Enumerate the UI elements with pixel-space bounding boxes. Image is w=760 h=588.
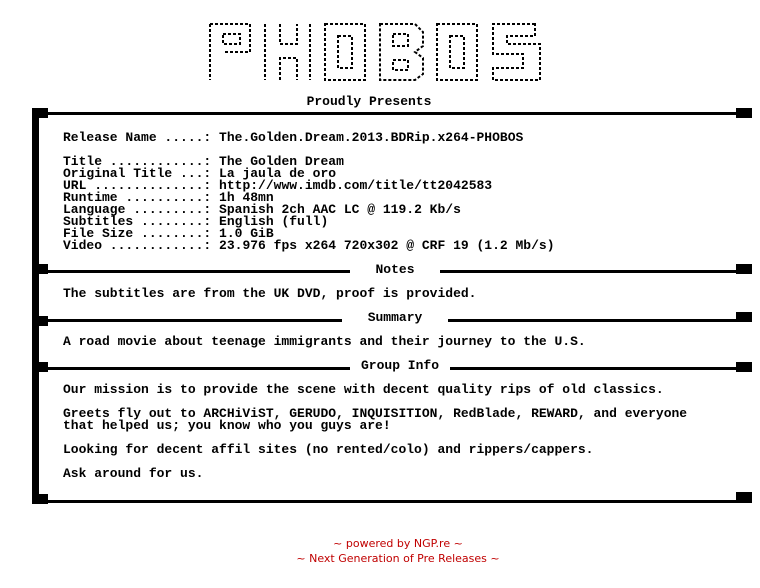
summary-sep-right <box>448 319 752 322</box>
info-label: File Size ........: <box>63 226 212 241</box>
summary-sep-right-sq <box>736 312 752 322</box>
info-label: Title ............: <box>63 154 212 169</box>
info-value: 1h 48mn <box>219 190 274 205</box>
info-row <box>63 240 555 252</box>
notes-title: Notes <box>375 262 415 277</box>
info-value: 1.0 GiB <box>219 226 274 241</box>
info-label: Language .........: <box>63 202 212 217</box>
info-label: Video ............: <box>63 238 212 253</box>
group-sep-right-sq <box>736 362 752 372</box>
group-line: Greets fly out to ARCHiViST, GERUDO, INQUISITION, RedBlade, REWARD, and everyone <box>63 406 688 421</box>
notes-sep-right-sq <box>736 264 752 274</box>
info-value: http://www.imdb.com/title/tt2042583 <box>219 178 493 193</box>
group-line: that helped us; you know who you guys are! <box>63 418 391 433</box>
proudly-presents: Proudly Presents <box>306 94 432 109</box>
group-sep-left <box>32 367 350 370</box>
summary-text: A road movie about teenage immigrants and their journey to the U.S. <box>63 334 586 349</box>
notes-sep-right <box>440 270 752 273</box>
info-value: 23.976 fps x264 720x302 @ CRF 19 (1.2 Mb/s) <box>219 238 555 253</box>
info-value: Spanish 2ch AAC LC @ 119.2 Kb/s <box>219 202 461 217</box>
summary-sep-left <box>32 319 342 322</box>
info-label: Original Title ...: <box>63 166 212 181</box>
group-line: Ask around for us. <box>63 466 204 481</box>
group-sep-right <box>450 367 752 370</box>
release-name-row <box>63 132 523 144</box>
group-line: Our mission is to provide the scene with decent quality rips of old classics. <box>63 382 664 397</box>
info-value: The Golden Dream <box>219 154 344 169</box>
frame-bottom-line <box>32 500 752 503</box>
summary-title: Summary <box>367 310 423 325</box>
notes-text: The subtitles are from the UK DVD, proof is provided. <box>63 286 477 301</box>
footer-tagline: ~ Next Generation of Pre Releases ~ <box>296 552 500 565</box>
group-title: Group Info <box>360 358 439 373</box>
info-label: Runtime ..........: <box>63 190 212 205</box>
info-label: URL ..............: <box>63 178 212 193</box>
info-label: Subtitles ........: <box>63 214 212 229</box>
footer-powered-by: ~ powered by NGP.re ~ <box>333 537 463 550</box>
frame-left-line <box>32 108 39 504</box>
release-name-label: Release Name .....: <box>63 130 212 145</box>
info-value: English (full) <box>219 214 329 229</box>
release-name-value: The.Golden.Dream.2013.BDRip.x264-PHOBOS <box>219 130 524 145</box>
phobos-logo <box>205 18 545 86</box>
frame-top-line <box>32 112 752 115</box>
notes-sep-left <box>32 270 350 273</box>
info-value: La jaula de oro <box>219 166 337 181</box>
group-line: Looking for decent affil sites (no rented/colo) and rippers/cappers. <box>63 442 594 457</box>
